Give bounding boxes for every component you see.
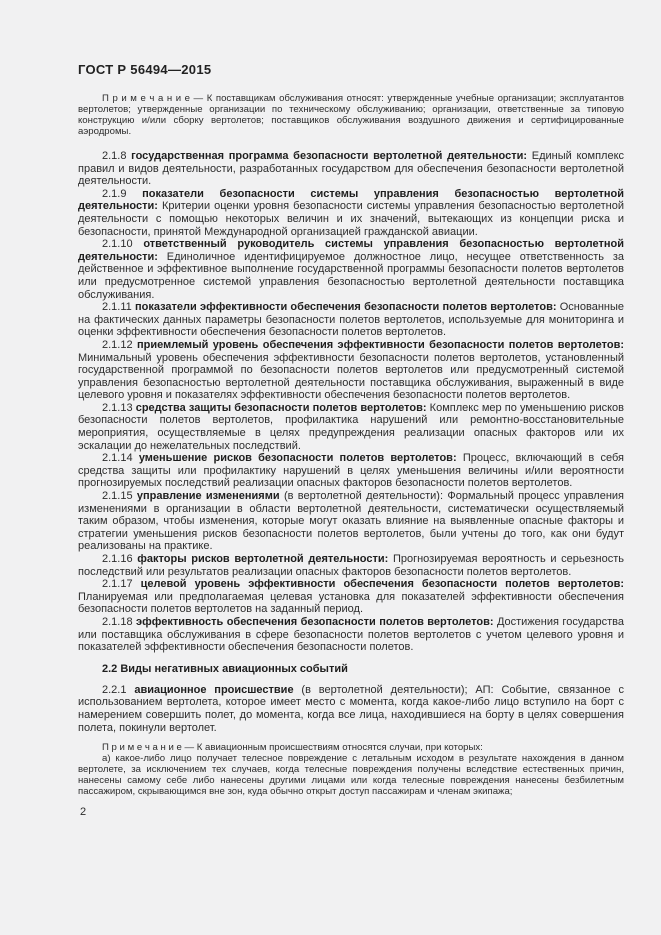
term-text-run: показатели эффективности обеспечения безопасности полетов вертолетов:: [134, 301, 557, 314]
text-run: 2.1.14: [102, 452, 139, 465]
text-run: 2.1.10: [102, 238, 144, 251]
text-run: 2.1.9: [102, 187, 143, 200]
text-run: 2.1.15: [102, 490, 137, 503]
text-run: Процесс, включающий в себя средства защиты или профилактику нарушений в целях уменьшения величины и/или вероятности прогнозируемых последствий реализации опасных факторов безопасности полетов вертолетов.: [78, 452, 624, 490]
text-run: Единоличное идентифицируемое должностное лицо, несущее ответственность за действенное и эффективное выполнение государственной программы безопасности полетов вертолетов или предусмотренное системой управления безопасностью вертолетной деятельности поставщика обслуживания.: [78, 250, 624, 301]
text-run: Минимальный уровень обеспечения эффективности безопасности полетов вертолетов, установленный государственной программой по безопасности полетов вертолетов или предусмотренный системой управления безопасностью вертолетной деятельности поставщика обслуживания, выраженный в виде целевого уровня и показателях эффективности обеспечения безопасности полетов вертолетов.: [78, 351, 624, 402]
term-text-run: государственная программа безопасности вертолетной деятельности:: [131, 150, 528, 162]
text-run: 2.1.12: [102, 338, 137, 351]
text-run: 2.2.1: [102, 683, 135, 696]
text-run: Основанные на фактических данных параметры безопасности полетов вертолетов, используемые для мониторинга и оценки эффективности обеспечения безопасности полетов вертолетов.: [78, 301, 624, 339]
paragraph: [78, 553, 624, 578]
term-text-run: авиационное происшествие: [134, 683, 294, 696]
text-run: Единый комплекс правил и видов деятельности, разработанных государством для обеспечения безопасности вертолетной деятельности.: [78, 150, 625, 188]
term-text-run: показатели безопасности системы управления безопасностью вертолетной деятельности:: [78, 187, 624, 213]
text-run: 2.1.8: [102, 150, 132, 162]
text-run: 2.1.17: [102, 578, 141, 591]
paragraph: [78, 402, 624, 452]
section-heading: [78, 663, 624, 676]
text-run: 2.1.16: [102, 553, 138, 565]
term-text-run: факторы рисков вертолетной деятельности:: [137, 553, 389, 565]
term-text-run: эффективность обеспечения безопасности полетов вертолетов:: [136, 615, 494, 628]
paragraph: [78, 339, 624, 402]
text-run: 2.1.11: [102, 301, 135, 314]
term-text-run: уменьшение рисков безопасности полетов вертолетов:: [138, 452, 457, 465]
paragraph: [78, 490, 624, 553]
paragraph: [78, 188, 624, 238]
term-text-run: приемлемый уровень обеспечения эффективности безопасности полетов вертолетов:: [137, 338, 625, 351]
paragraph: [78, 150, 624, 188]
paragraph: [78, 742, 624, 753]
term-text-run: 2.2 Виды негативных авиационных событий: [102, 662, 348, 675]
text-run: 2.1.18: [102, 615, 137, 628]
paragraph: [78, 616, 624, 654]
term-text-run: целевой уровень эффективности обеспечения безопасности полетов вертолетов:: [140, 578, 624, 591]
gost-standard-number: ГОСТ Р 56494—2015: [78, 62, 212, 77]
paragraph: [78, 684, 624, 734]
text-run: П р и м е ч а н и е — К поставщикам обслуживания относят: утвержденные учебные организации; эксплуатантов вертолетов; утвержденные организации по техническому обслуживанию; организации, ответственные за типовую конструкцию и/или сборку вертолетов; поставщиков обслуживания воздушного движения и сертифицированные аэродромы.: [78, 93, 624, 137]
term-text-run: ответственный руководитель системы управления безопасностью вертолетной деятельности:: [78, 238, 625, 263]
text-run: Достижения государства или поставщика обслуживания в сфере безопасности полетов вертолетов с учетом целевого уровня и показателей эффективности обеспечения безопасности полетов.: [78, 615, 624, 654]
paragraph: [78, 238, 624, 301]
text-run: (в вертолетной деятельности); АП: Событие, связанное с использованием вертолета, которое имеет место с момента, когда какое-либо лицо вступило на борт с намерением совершить полет, до момента, когда все лица, находившиеся на борту в целях совершения полета, покинули вертолет.: [78, 683, 624, 734]
term-text-run: средства защиты безопасности полетов вертолетов:: [135, 401, 427, 414]
document-body: [78, 93, 624, 797]
text-run: Комплекс мер по уменьшению рисков безопасности полетов вертолетов, профилактика нарушений или ремонтно-восстановительные мероприятия, осуществляемые в целях предупреждения реализации опасных факторов или их эскалации до нежелательных последствий.: [78, 401, 625, 452]
paragraph: [78, 753, 624, 797]
text-run: Критерии оценки уровня безопасности системы управления безопасностью вертолетной деятельности с помощью некоторых величин и их значений, вытекающих из концепции риска и безопасности, принятой Международной организацией гражданской авиации.: [78, 200, 624, 238]
text-run: 2.1.13: [102, 401, 136, 414]
text-run: П р и м е ч а н и е — К авиационным происшествиям относятся случаи, при которых:: [102, 742, 483, 754]
text-run: (в вертолетной деятельности): Формальный процесс управления изменениями в организации в области вертолетной деятельности, систематически осуществляемый таким образом, чтобы изменения, которые могут оказать влияние на выявленные опасные факторы и стратегии уменьшения рисков безопасности полетов вертолетов, были учтены до того, как они будут реализованы на практике.: [78, 490, 625, 553]
text-run: Планируемая или предполагаемая целевая установка для показателей эффективности обеспечения безопасности полетов вертолетов на заданный период.: [78, 590, 624, 616]
text-run: Прогнозируемая вероятность и серьезность последствий или результатов реализации опасных факторов безопасности полетов вертолетов.: [78, 553, 625, 578]
paragraph: [78, 301, 624, 339]
term-text-run: управление изменениями: [136, 490, 280, 503]
paragraph: [78, 578, 624, 616]
paragraph: [78, 93, 624, 137]
paragraph: [78, 452, 624, 490]
text-run: а) какое-либо лицо получает телесное повреждение с летальным исходом в результате нахождения в данном вертолете, за исключением тех случаев, когда телесные повреждения получены вследствие естественных причин, нанесены самому себе либо нанесены другими лицами или когда телесные повреждения нанесены безбилетным пассажиром, скрывающимся вне зон, куда обычно открыт доступ пассажирам и членам экипажа;: [78, 753, 624, 798]
page-number: 2: [80, 806, 87, 819]
